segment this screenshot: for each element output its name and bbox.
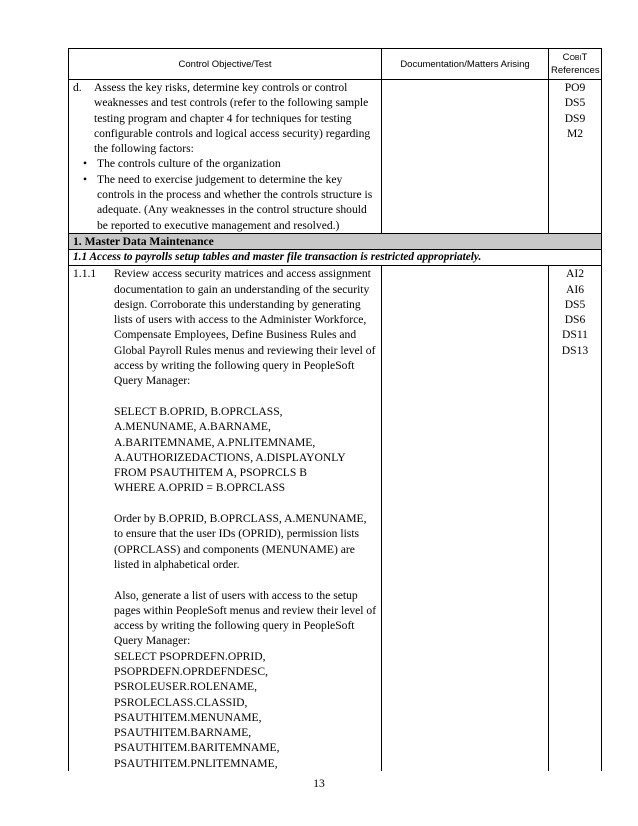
cobit-ref: PO9 [564, 81, 586, 94]
row-d-label: d. [73, 81, 82, 94]
header-cobit-label: CobiT [562, 52, 588, 63]
query-line: PSROLEUSER.ROLENAME, [114, 680, 258, 694]
cobit-ref: AI6 [565, 282, 585, 296]
cobit-ref: DS11 [562, 328, 588, 342]
cobit-ref: M2 [566, 126, 584, 140]
header-documentation: Documentation/Matters Arising [382, 49, 549, 80]
bullet-text: The need to exercise judgement to determine the key controls in the process and whether the controls structure is adequate. (Any weaknesses in the control structure should be reported to executive management and resolved.) [97, 172, 373, 232]
table-header-row [69, 49, 602, 80]
cobit-ref: DS13 [561, 343, 589, 357]
query-line: PSAUTHITEM.BARITEMNAME, [114, 741, 280, 755]
header-cobit-references [549, 49, 602, 80]
row-d-text: Assess the key risks, determine key controls or control weaknesses and test controls (refer to the following sample testing program and chapter 4 for techniques for testing configurable controls and logical access security) regarding the following factors: [94, 81, 371, 156]
bullet-icon: • [82, 172, 88, 186]
query-line: A.MENUNAME, A.BARNAME, [114, 420, 271, 434]
query-line: PSAUTHITEM.MENUNAME, [114, 710, 262, 724]
section-title: 1. Master Data Maintenance [69, 233, 602, 249]
list-item [73, 156, 377, 171]
row-1-1-1-order-by: Order by B.OPRID, B.OPRCLASS, A.MENUNAME, to ensure that the user IDs (OPRID), permission lists (OPRCLASS) and components (MENUNAME) are listed in alphabetical order. [114, 512, 367, 571]
row-1-1-1-documentation [382, 266, 549, 771]
row-1-1-1-references [549, 266, 602, 771]
cobit-ref: DS6 [564, 313, 586, 327]
subsection-title: 1.1 Access to payrolls setup tables and master file transaction is restricted appropriately. [69, 250, 602, 266]
section-row [69, 233, 602, 249]
cobit-ref: DS5 [564, 297, 586, 311]
row-1-1-1 [69, 266, 602, 771]
query-line: PSAUTHITEM.BARNAME, [114, 726, 252, 740]
query-line: PSOPRDEFN.OPRDEFNDESC, [114, 664, 268, 678]
list-item [73, 172, 377, 233]
audit-program-table [68, 48, 602, 771]
query-line: PSROLECLASS.CLASSID, [114, 695, 248, 709]
cobit-ref: DS9 [564, 111, 586, 125]
bullet-text: The controls culture of the organization [97, 157, 281, 171]
row-d-bullet-list [73, 156, 377, 232]
row-d-documentation [382, 80, 549, 234]
query-line: A.BARITEMNAME, A.PNLITEMNAME, [114, 435, 316, 449]
row-d-objective [69, 80, 382, 234]
query-line: PSAUTHITEM.PNLITEMNAME, [114, 756, 278, 770]
header-references-label: References [551, 65, 600, 76]
page-number: 13 [313, 778, 325, 790]
query-line: SELECT B.OPRID, B.OPRCLASS, [114, 404, 283, 418]
query-2 [114, 649, 377, 771]
query-line: WHERE A.OPRID = B.OPRCLASS [114, 481, 286, 495]
query-line: FROM PSAUTHITEM A, PSOPRCLS B [114, 466, 307, 480]
row-1-1-1-also: Also, generate a list of users with access to the setup pages within PeopleSoft menus and review their level of access by writing the following query in PeopleSoft Query Manager: [114, 588, 377, 648]
row-d-references [549, 80, 602, 234]
header-control-objective: Control Objective/Test [69, 49, 382, 80]
query-1 [114, 404, 377, 496]
cobit-ref: AI2 [565, 267, 585, 281]
subsection-row [69, 250, 602, 266]
bullet-icon: • [82, 157, 88, 171]
cobit-ref: DS5 [564, 96, 586, 110]
row-1-1-1-objective [69, 266, 382, 771]
row-d [69, 80, 602, 234]
row-1-1-1-intro: Review access security matrices and access assignment documentation to gain an understanding of the security design. Corroborate this understanding by generating lists of users with access to the Administer Workforce, Compensate Employees, Define Business Rules and Global Payroll Rules menus and reviewing their level of access by writing the following query in PeopleSoft Query Manager: [114, 267, 376, 388]
query-line: SELECT PSOPRDEFN.OPRID, [114, 649, 266, 663]
row-1-1-1-number: 1.1.1 [73, 267, 97, 281]
query-line: A.AUTHORIZEDACTIONS, A.DISPLAYONLY [114, 450, 346, 464]
document-page [68, 48, 601, 771]
